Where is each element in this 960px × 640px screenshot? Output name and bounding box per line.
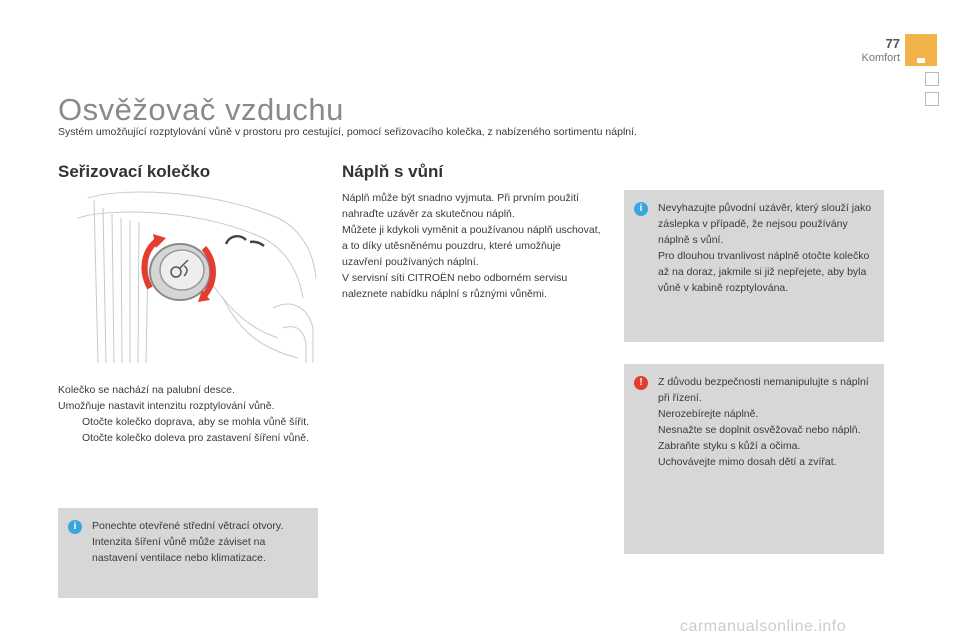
vents-info-box xyxy=(58,508,318,598)
warning-icon: ! xyxy=(634,376,648,390)
watermark: carmanualsonline.info xyxy=(680,618,847,635)
section-name: Komfort xyxy=(861,52,900,64)
wheel-bullet: Otočte kolečko doleva pro zastavení šíření vůně. xyxy=(82,432,310,444)
warning-line: Nerozebírejte náplně. xyxy=(658,408,759,420)
dashboard-wheel-illustration xyxy=(58,188,320,368)
info-icon: i xyxy=(68,520,82,534)
wheel-line: Umožňuje nastavit intenzitu rozptylování vůně. xyxy=(58,400,275,412)
refill-line: V servisní síti CITROËN nebo odborném servisu naleznete nabídku náplní s různými vůněmi. xyxy=(342,272,568,300)
warning-line: Uchovávejte mimo dosah dětí a zvířat. xyxy=(658,456,837,468)
chapter-tab[interactable] xyxy=(925,92,939,106)
wheel-bullet: Otočte kolečko doprava, aby se mohla vůně šířit. xyxy=(82,416,310,428)
info-icon: i xyxy=(634,202,648,216)
refill-line: Náplň může být snadno vyjmuta. Při prvním použití nahraďte uzávěr za skutečnou náplň. xyxy=(342,192,579,220)
chapter-tab-active[interactable] xyxy=(905,34,937,66)
warning-line: Z důvodu bezpečnosti nemanipulujte s náplní při řízení. xyxy=(658,376,869,404)
refill-description xyxy=(342,190,604,302)
info-line: Nevyhazujte původní uzávěr, který slouží jako záslepka v případě, že nejsou používány náplně s vůní. xyxy=(658,202,872,246)
refill-line: Můžete ji kdykoli vyměnit a používanou náplň uschovat, a to díky utěsněnému pouzdru, které umožňuje uzavření používaných náplní. xyxy=(342,224,601,268)
tab-marker xyxy=(917,58,925,63)
page-number: 77 xyxy=(885,36,900,51)
safety-warning-box xyxy=(624,364,884,554)
info-line: Pro dlouhou trvanlivost náplně otočte kolečko až na doraz, jakmile si již nepřejete, aby byla vůně v kabině rozptylována. xyxy=(658,250,870,294)
info-line: Intenzita šíření vůně může záviset na nastavení ventilace nebo klimatizace. xyxy=(92,536,266,564)
chapter-tab[interactable] xyxy=(925,72,939,86)
section-heading-wheel: Seřizovací kolečko xyxy=(58,162,211,181)
warning-line: Zabraňte styku s kůží a očima. xyxy=(658,440,801,452)
section-heading-refill: Náplň s vůní xyxy=(342,162,444,181)
intro-text: Systém umožňující rozptylování vůně v prostoru pro cestující, pomocí seřizovacího kolečka, z nabízeného sortimentu náplní. xyxy=(58,126,637,138)
cap-info-box xyxy=(624,190,884,342)
page-title: Osvěžovač vzduchu xyxy=(58,92,344,127)
info-line: Ponechte otevřené střední větrací otvory. xyxy=(92,520,284,532)
wheel-description xyxy=(58,382,320,446)
wheel-line: Kolečko se nachází na palubní desce. xyxy=(58,384,235,396)
warning-line: Nesnažte se doplnit osvěžovač nebo náplň. xyxy=(658,424,861,436)
